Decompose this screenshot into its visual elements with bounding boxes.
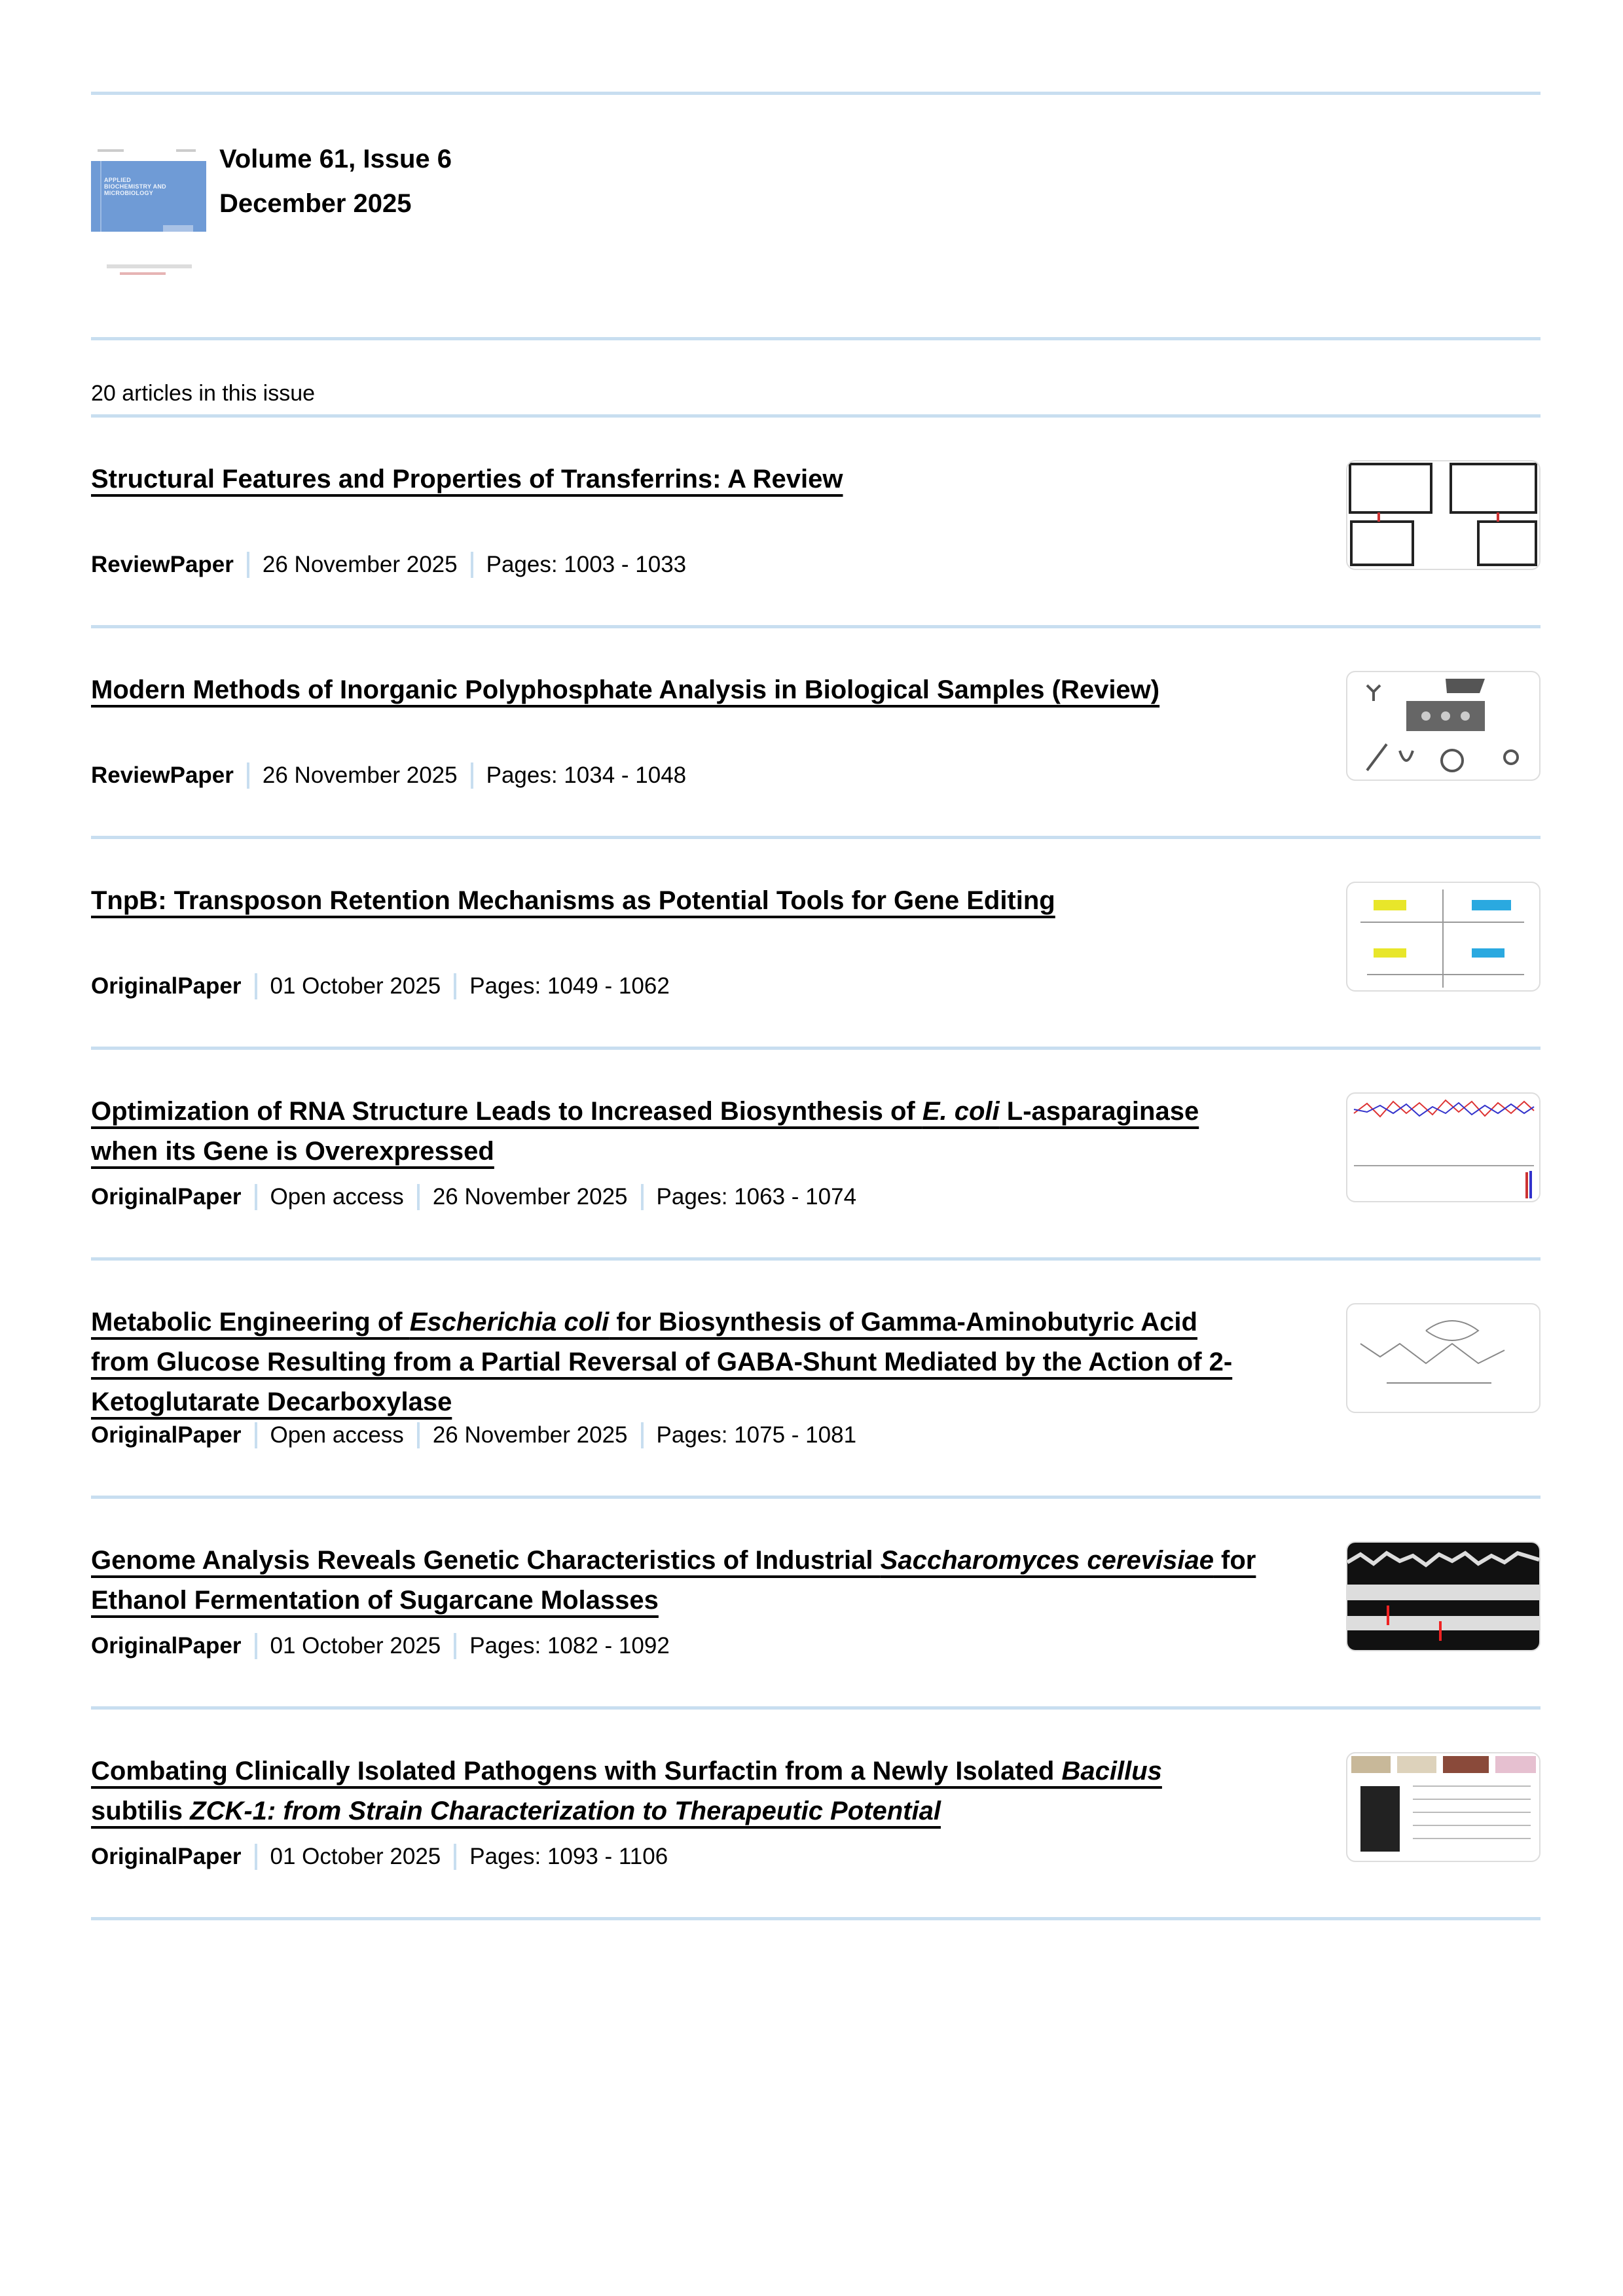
meta-separator (471, 762, 473, 789)
meta-separator (417, 1422, 420, 1448)
article-title-link[interactable] (91, 675, 1159, 704)
article-type: ReviewPaper (91, 552, 234, 577)
title-segment: Modern Methods of Inorganic Polyphosphate Analysis in Biological Samples (Review) (91, 675, 1160, 704)
open-access-label: Open access (270, 1422, 404, 1448)
title-italic-segment: E. coli (922, 1097, 1000, 1126)
meta-separator (641, 1184, 644, 1210)
title-segment: for Biosynthesis of Gamma-Aminobutyric Acid (609, 1308, 1197, 1336)
article-meta (91, 1633, 1541, 1659)
article-title (91, 670, 1394, 762)
article-title (91, 1092, 1394, 1184)
article-thumbnail-image[interactable] (1346, 1541, 1541, 1651)
article-item (91, 628, 1541, 839)
title-italic-segment: Escherichia coli (409, 1308, 610, 1336)
article-meta (91, 762, 1541, 789)
article-date: 01 October 2025 (270, 973, 441, 999)
meta-separator (641, 1422, 644, 1448)
title-italic-segment: Saccharomyces cerevisiae (880, 1546, 1214, 1575)
meta-separator (454, 1633, 456, 1659)
article-pages: Pages: 1003 - 1033 (486, 552, 687, 577)
article-item (91, 1050, 1541, 1261)
article-title (91, 1751, 1394, 1844)
title-segment: L-asparaginase (999, 1097, 1199, 1126)
title-italic-segment: Bacillus (1061, 1757, 1162, 1785)
article-type: OriginalPaper (91, 973, 242, 999)
article-title-link[interactable] (91, 1308, 1232, 1416)
title-segment: Genome Analysis Reveals Genetic Characteristics of Industrial (91, 1546, 881, 1575)
article-title (91, 1302, 1394, 1422)
article-title-link[interactable] (91, 886, 1055, 915)
article-pages: Pages: 1082 - 1092 (469, 1633, 670, 1659)
meta-separator (247, 552, 249, 578)
journal-cover-image[interactable] (91, 143, 206, 283)
article-pages: Pages: 1063 - 1074 (656, 1184, 857, 1210)
article-title-link[interactable] (91, 1546, 1256, 1615)
article-pages: Pages: 1075 - 1081 (656, 1422, 857, 1448)
article-meta (91, 1844, 1541, 1870)
title-segment: for (1213, 1546, 1256, 1575)
article-item (91, 1499, 1541, 1710)
article-type: OriginalPaper (91, 1184, 242, 1210)
article-title-link[interactable] (91, 465, 843, 493)
article-list (91, 418, 1541, 1920)
article-title (91, 459, 1394, 552)
title-segment: when its Gene is Overexpressed (91, 1137, 494, 1166)
article-thumbnail-image[interactable] (1346, 671, 1541, 781)
title-segment: Combating Clinically Isolated Pathogens with Surfactin from a Newly Isolated (91, 1757, 1062, 1785)
article-item (91, 418, 1541, 628)
issue-date: December 2025 (219, 189, 412, 218)
article-date: 26 November 2025 (262, 762, 458, 788)
meta-separator (471, 552, 473, 578)
issue-header (91, 95, 1541, 337)
meta-separator (255, 973, 257, 999)
meta-separator (255, 1844, 257, 1870)
article-title-link[interactable] (91, 1757, 1162, 1825)
article-thumbnail-image[interactable] (1346, 460, 1541, 570)
article-date: 26 November 2025 (432, 1184, 628, 1210)
article-thumbnail-image[interactable] (1346, 1752, 1541, 1862)
article-pages: Pages: 1049 - 1062 (469, 973, 670, 999)
title-segment: Optimization of RNA Structure Leads to Increased Biosynthesis of (91, 1097, 922, 1126)
meta-separator (454, 973, 456, 999)
article-meta (91, 1422, 1541, 1448)
article-date: 01 October 2025 (270, 1844, 441, 1869)
article-type: OriginalPaper (91, 1422, 242, 1448)
issue-volume: Volume 61, Issue 6 (219, 145, 452, 173)
article-date: 01 October 2025 (270, 1633, 441, 1659)
article-item (91, 839, 1541, 1050)
article-pages: Pages: 1034 - 1048 (486, 762, 687, 788)
title-segment: Metabolic Engineering of (91, 1308, 410, 1336)
open-access-label: Open access (270, 1184, 404, 1210)
title-segment: Structural Features and Properties of Transferrins: A Review (91, 465, 843, 493)
article-count: 20 articles in this issue (91, 381, 316, 406)
issue-page (91, 0, 1541, 1920)
title-segment: Ethanol Fermentation of Sugarcane Molasses (91, 1586, 659, 1615)
meta-separator (255, 1422, 257, 1448)
meta-separator (417, 1184, 420, 1210)
article-date: 26 November 2025 (432, 1422, 628, 1448)
article-thumbnail-image[interactable] (1346, 1092, 1541, 1202)
article-meta (91, 1184, 1541, 1210)
meta-separator (247, 762, 249, 789)
article-title-link[interactable] (91, 1097, 1199, 1166)
article-type: OriginalPaper (91, 1633, 242, 1659)
article-date: 26 November 2025 (262, 552, 458, 577)
title-italic-segment: ZCK-1: from Strain Characterization to Therapeutic Potential (183, 1797, 941, 1825)
cover-journal-title: APPLIED BIOCHEMISTRY AND MICROBIOLOGY (104, 177, 166, 196)
meta-separator (255, 1633, 257, 1659)
article-meta (91, 973, 1541, 999)
title-segment: TnpB: Transposon Retention Mechanisms as Potential Tools for Gene Editing (91, 886, 1055, 915)
article-type: ReviewPaper (91, 762, 234, 788)
title-segment: Ketoglutarate Decarboxylase (91, 1388, 452, 1416)
article-title (91, 1541, 1394, 1633)
article-pages: Pages: 1093 - 1106 (469, 1844, 668, 1869)
meta-separator (255, 1184, 257, 1210)
article-meta (91, 552, 1541, 578)
article-type: OriginalPaper (91, 1844, 242, 1869)
title-segment: subtilis (91, 1797, 183, 1825)
article-thumbnail-image[interactable] (1346, 1303, 1541, 1413)
article-title (91, 881, 1394, 973)
title-segment: from Glucose Resulting from a Partial Reversal of GABA-Shunt Mediated by the Action of 2- (91, 1348, 1233, 1376)
meta-separator (454, 1844, 456, 1870)
article-item (91, 1261, 1541, 1499)
article-thumbnail-image[interactable] (1346, 882, 1541, 992)
article-item (91, 1710, 1541, 1920)
